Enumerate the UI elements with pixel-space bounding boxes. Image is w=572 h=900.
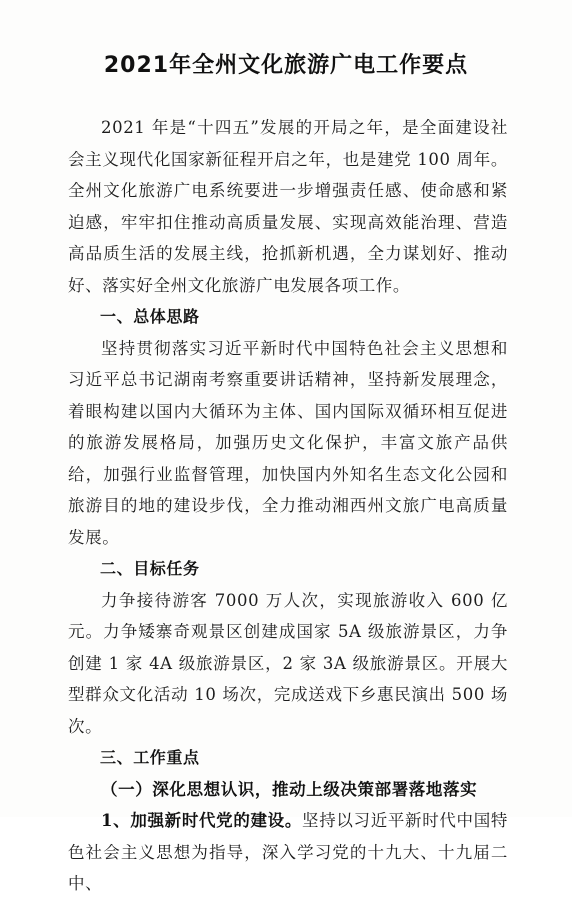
key-work-subheading: （一）深化思想认识，推动上级决策部署落地落实 xyxy=(101,779,478,799)
section-heading-overall-approach: 一、总体思路 xyxy=(100,307,200,326)
section-heading-key-work: 三、工作重点 xyxy=(100,748,200,767)
item-1-text: 坚持以习近平新时代中国特色社会主义思想为指导，深入学习党的十九大、十九届二中、 xyxy=(68,811,509,893)
section-heading-targets: 二、目标任务 xyxy=(100,559,200,578)
overall-approach-paragraph: 坚持贯彻落实习近平新时代中国特色社会主义思想和习近平总书记湖南考察重要讲话精神，坚持新发展理念，着眼构建以国内大循环为主体、国内国际双循环相互促进的旅游发展格局，加强历史文化保护，丰富文旅产品供给，加强行业监督管理，加快国内外知名生态文化公园和旅游目的地的建设步伐，全力推动湘西州文旅广电高质量发展。 xyxy=(68,338,508,547)
document-body xyxy=(68,112,508,900)
key-work-item-1 xyxy=(68,805,508,900)
intro-paragraph: 2021 年是“十四五”发展的开局之年，是全面建设社会主义现代化国家新征程开启之年，也是建党 100 周年。全州文化旅游广电系统要进一步增强责任感、使命感和紧迫感，牢牢扣住推动高质量发展、实现高效能治理、营造高品质生活的发展主线，抢抓新机遇，全力谋划好、推动好、落实好全州文化旅游广电发展各项工作。 xyxy=(68,118,508,295)
item-1-lead: 1、加强新时代党的建设。 xyxy=(101,811,303,830)
document-title: 2021年全州文化旅游广电工作要点 xyxy=(103,53,469,78)
targets-paragraph: 力争接待游客 7000 万人次，实现旅游收入 600 亿元。力争矮寨奇观景区创建成国家 5A 级旅游景区，力争创建 1 家 4A 级旅游景区，2 家 3A 级旅游景区。开展大型群众文化活动 10 场次，完成送戏下乡惠民演出 500 场次。 xyxy=(68,590,508,736)
